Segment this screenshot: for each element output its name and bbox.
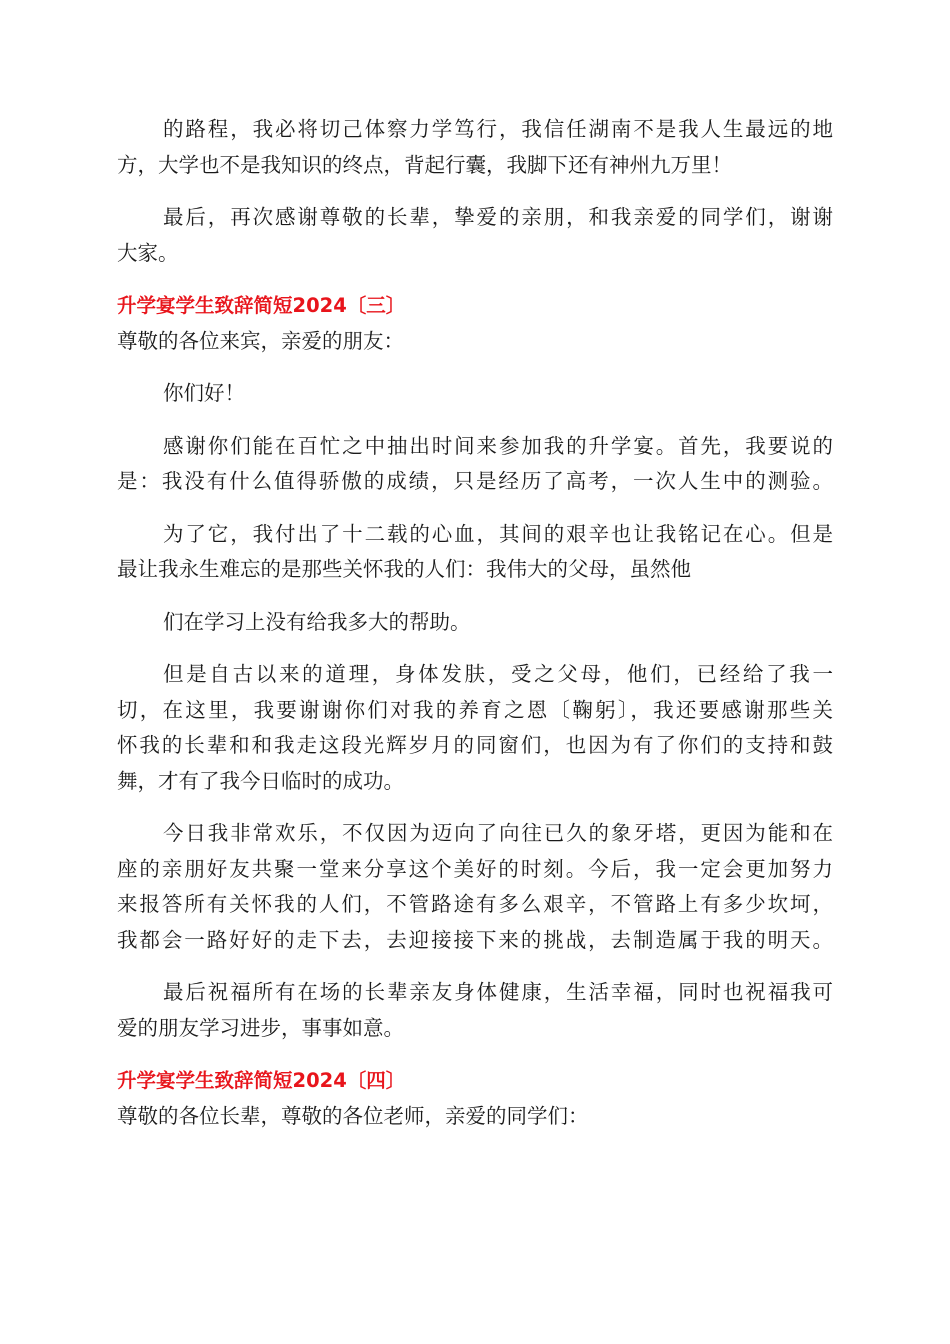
text-line: 切，在这里，我要谢谢你们对我的养育之恩〔鞠躬〕，我还要感谢那些关 (117, 697, 833, 722)
paragraph (117, 200, 833, 271)
text-line: 最让我永生难忘的是那些关怀我的人们：我伟大的父母，虽然他 (117, 557, 691, 581)
text-line: 怀我的长辈和和我走这段光辉岁月的同窗们，也因为有了你们的支持和鼓 (117, 733, 833, 757)
text-line: 大家。 (117, 240, 179, 265)
paragraph (117, 429, 833, 500)
text-line: 尊敬的各位长辈，尊敬的各位老师，亲爱的同学们： (117, 1103, 589, 1128)
text-line: 我都会一路好好的走下去，去迎接接下来的挑战，去制造属于我的明天。 (117, 927, 833, 952)
paragraph (117, 517, 833, 588)
text-line: 最后，再次感谢尊敬的长辈，挚爱的亲朋，和我亲爱的同学们，谢谢 (163, 205, 833, 229)
paragraph (117, 605, 833, 641)
paragraph (117, 816, 833, 958)
text-line: 尊敬的各位来宾，亲爱的朋友： (117, 328, 404, 353)
salutation (117, 324, 833, 360)
text-line: 感谢你们能在百忙之中抽出时间来参加我的升学宴。首先，我要说的 (163, 433, 833, 458)
text-line: 的路程，我必将切己体察力学笃行，我信任湖南不是我人生最远的地 (163, 117, 833, 141)
greeting (117, 376, 833, 412)
text-line: 方，大学也不是我知识的终点，背起行囊，我脚下还有神州九万里！ (117, 152, 732, 177)
section-heading-4: 升学宴学生致辞简短2024〔四〕 (117, 1069, 406, 1092)
text-line: 你们好！ (163, 381, 245, 405)
text-line: 座的亲朋好友共聚一堂来分享这个美好的时刻。今后，我一定会更加努力 (117, 856, 833, 881)
paragraph (117, 975, 833, 1046)
text-line: 是：我没有什么值得骄傲的成绩，只是经历了高考，一次人生中的测验。 (117, 469, 833, 493)
paragraph (117, 112, 833, 183)
text-line: 今日我非常欢乐，不仅因为迈向了向往已久的象牙塔，更因为能和在 (163, 821, 833, 845)
text-line: 但是自古以来的道理，身体发肤，受之父母，他们，已经给了我一 (163, 662, 833, 686)
salutation (117, 1099, 833, 1135)
section-heading-3: 升学宴学生致辞简短2024〔三〕 (117, 294, 406, 317)
text-line: 舞，才有了我今日临时的成功。 (117, 768, 404, 793)
text-line: 爱的朋友学习进步，事事如意。 (117, 1015, 404, 1040)
document-page (117, 112, 833, 1134)
text-line: 最后祝福所有在场的长辈亲友身体健康，生活幸福，同时也祝福我可 (163, 980, 833, 1004)
text-line: 为了它，我付出了十二载的心血，其间的艰辛也让我铭记在心。但是 (163, 521, 833, 546)
paragraph (117, 657, 833, 799)
text-line: 来报答所有关怀我的人们，不管路途有多么艰辛，不管路上有多少坎坷， (117, 892, 833, 916)
text-line: 们在学习上没有给我多大的帮助。 (163, 609, 471, 634)
